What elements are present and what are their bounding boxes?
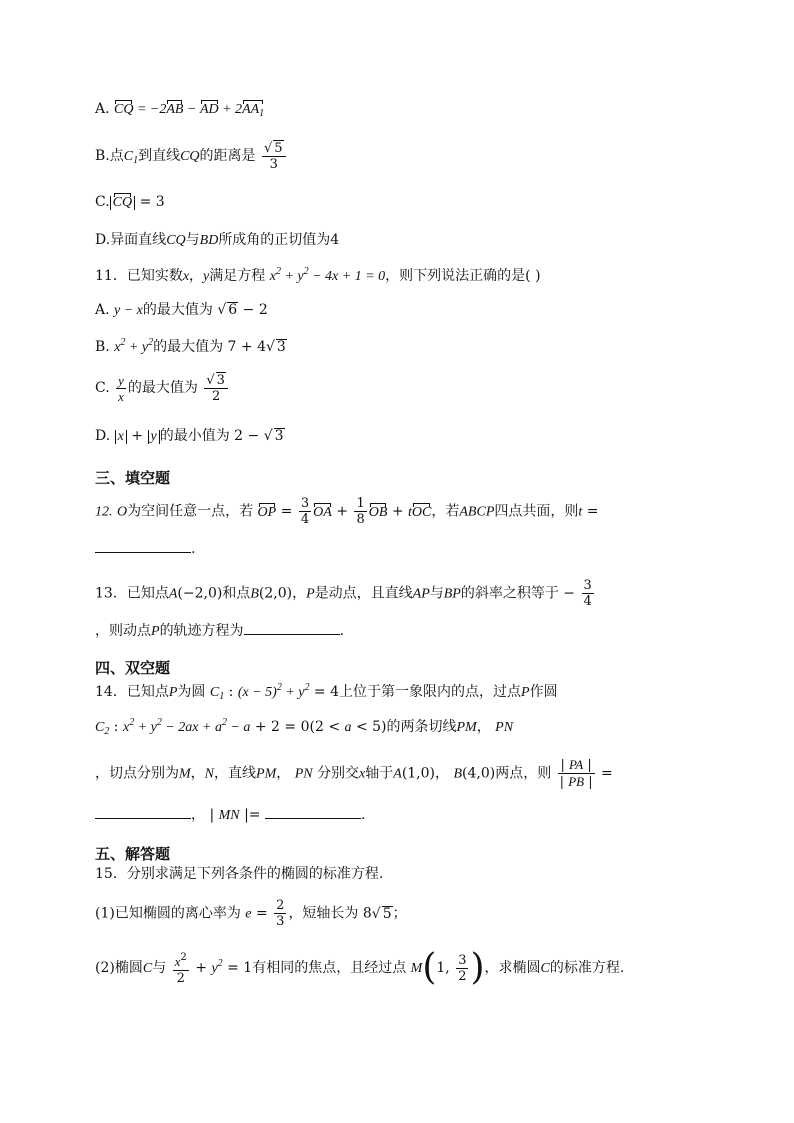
q13-answer-line[interactable]: ，则动点P的轨迹方程为 . (95, 623, 345, 639)
section-4-heading: 四、双空题 (95, 659, 171, 677)
q14-line-3: ，切点分别为M，N，直线PM， PN 分别交x轴于A(1,0)， B(4,0)两点，则 $\frac{| PA |}{| PB |}$ = (95, 757, 613, 790)
q10-option-d: D.异面直线CQ与BD所成角的正切值为4 (95, 232, 340, 248)
q14-answer-line[interactable]: ， | MN |= . (95, 808, 365, 823)
q15-stem: 15．分别求满足下列各条件的椭圆的标准方程. (95, 866, 384, 882)
section-5-heading: 五、解答题 (95, 845, 171, 863)
section-3-heading: 三、填空题 (95, 469, 171, 487)
q10-option-a: A. CQ = −2AB − AD + $2AA_1$ (95, 101, 265, 119)
q14-stem: 14．已知点P为圆 $C_1$ : $(x - 5)^2 + y^2 = 4$上位于第一象限内的点，过点P作圆 (95, 682, 558, 702)
q13-stem: 13．已知点A(−2,0)和点B(2,0)，P是动点，且直线AP与BP的斜率之积等于 − $\frac{3}{4}$ (95, 578, 592, 609)
q11-option-c: C. $\frac{y}{x}$ 的最大值为 √ $\frac{3}{2}$ (95, 372, 230, 404)
q12-stem: 12. O为空间任意一点，若 OP = $\frac{3}{4}$ OA + $\frac{1}{8}$ OB + tOC，若ABCP四点共面，则t = (95, 496, 599, 527)
q14-line-2: $C_2$ : $x^2 + y^2 - 2ax + a^2 - a + 2 = 0(2 < a < 5)$的两条切线PM， PN (95, 717, 514, 737)
q15-part-1: (1)已知椭圆的离心率为 e = $\frac{2}{3}$ ，短轴长为 8√ 5； (95, 898, 407, 929)
q11-option-a: A. y − x的最大值为 √ 6 − 2 (95, 302, 268, 318)
q12-answer-line[interactable]: . (95, 542, 195, 556)
q11-stem: 11．已知实数x，y满足方程 $x^2 + y^2 - 4x + 1 = 0$，则下列说法正确的是( ) (95, 266, 541, 284)
q10-option-c: C. CQ = 3 (95, 194, 165, 210)
q11-option-b: B. $x^2 + y^2$的最大值为 7 + 4√ 3 (95, 338, 287, 355)
q11-option-d: D. x + y 的最小值为 2 − √ 3 (95, 428, 285, 444)
q15-part-2: (2)椭圆C与 $\frac{x^2}{2}$ + $y^2 = 1$有相同的焦点，且经过点 M(1, $\frac{3}{2}$ )，求椭圆C的标准方程. (95, 947, 625, 988)
q10-option-b: B.点$C_1$到直线CQ的距离是 √ $\frac{5}{3}$ (95, 140, 288, 172)
